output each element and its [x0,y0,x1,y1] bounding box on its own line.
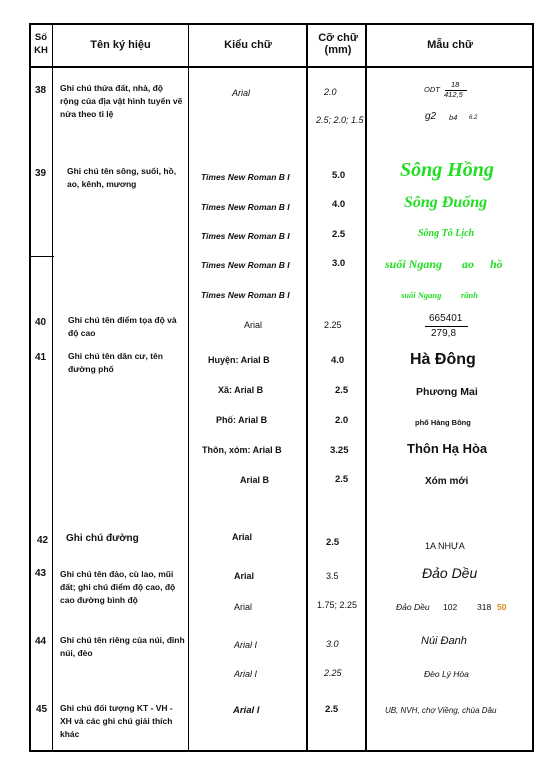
row-41-size-5: 2.5 [335,474,349,485]
row-39-sample-3: Sông Tô Lịch [418,228,475,239]
row-39-size-4: 3.0 [332,258,346,269]
row-44-size-2: 2.25 [324,668,342,678]
row-39-size-2: 4.0 [332,199,346,210]
row-44-size-1: 3.0 [326,639,339,649]
row-41-sample-2: Phương Mai [416,386,478,398]
header-name: Tên ký hiệu [90,39,151,51]
row-39-sample-1: Sông Hồng [400,159,494,181]
header-size: Cỡ chữ (mm) [318,32,358,56]
row-38-size-2: 2.5; 2.0; 1.5 [316,115,364,125]
row-44-sample-1: Núi Đanh [421,635,467,647]
row-42-size: 2.5 [326,537,340,548]
row-39-sample-5a: suối Ngang [401,290,442,300]
row-42-number: 42 [37,535,49,546]
row-39-font-1: Times New Roman B I [201,172,290,182]
row-45-name: Ghi chú đối tượng KT - VH - XH và các ghi chú giải thích khác [60,703,173,739]
row-41-font-5: Arial B [240,475,270,485]
row-41-sample-1: Hà Đông [410,351,476,368]
row-42-name: Ghi chú đường [66,533,139,544]
row-41-size-1: 4.0 [331,355,345,366]
row-43-size-2: 1.75; 2.25 [317,600,358,610]
row-41-font-4: Thôn, xóm: Arial B [202,445,282,455]
row-40-fraction-bar [425,326,468,327]
row-38-size-1: 2.0 [324,87,337,97]
row-39-font-5: Times New Roman B I [201,290,290,300]
row-42-font: Arial [232,532,253,542]
column-divider-1 [52,23,53,752]
row-40-name: Ghi chú tên điểm tọa độ và độ cao [68,315,177,338]
row-43-name: Ghi chú tên đảo, cù lao, mũi đất; ghi chú điểm độ cao, độ cao đường bình độ [60,569,176,605]
row-38-sample-62: 6.2 [469,115,478,121]
row-42-sample: 1A NHỰA [425,541,465,551]
row-divider-39-40 [29,256,54,257]
row-39-font-2: Times New Roman B I [201,202,290,212]
header-font: Kiểu chữ [224,39,272,51]
column-divider-2 [188,23,189,752]
row-38-sample-g2: g2 [425,111,437,122]
row-39-sample-4c: hồ [490,257,503,271]
row-40-sample-top: 665401 [429,313,463,324]
row-41-font-3: Phố: Arial B [216,415,268,425]
row-45-size: 2.5 [325,704,339,715]
row-44-font-2: Arial I [234,669,258,679]
column-divider-4 [365,23,367,752]
row-40-font: Arial [244,320,263,330]
row-43-sample-2c: 318 [477,602,492,612]
row-44-font-1: Arial I [234,640,258,650]
table-border-top [29,23,534,25]
table-border-bottom [29,750,534,752]
column-divider-3 [306,23,308,752]
row-41-font-2: Xã: Arial B [218,385,264,395]
row-41-size-2: 2.5 [335,385,349,396]
header-divider [29,66,534,68]
row-43-sample-1: Đảo Dều [422,565,478,581]
row-39-number: 39 [35,168,47,179]
row-44-sample-2: Đèo Lý Hòa [424,669,469,679]
row-39-sample-5b: rãnh [461,290,479,300]
row-43-font-1: Arial [234,571,255,581]
row-38-name: Ghi chú thửa đất, nhà, độ rộng của địa vật hình tuyến vẽ nửa theo tỉ lệ [60,83,183,119]
header-sample: Mẫu chữ [427,39,473,51]
row-40-number: 40 [35,317,47,328]
row-39-sample-2: Sông Đuống [404,194,488,211]
row-44-number: 44 [35,636,47,647]
row-41-name: Ghi chú tên dân cư, tên đường phố [68,351,163,374]
row-41-sample-4: Thôn Hạ Hòa [407,441,488,456]
row-45-sample: UB, NVH, chợ Viềng, chùa Dâu [385,706,497,715]
row-38-sample-odt: ODT [424,85,440,94]
row-39-name: Ghi chú tên sông, suối, hồ, ao, kênh, mương [67,166,177,189]
row-44-name: Ghi chú tên riêng của núi, đỉnh núi, đèo [60,635,185,658]
row-43-font-2: Arial [234,602,253,612]
row-38-sample-frac-bottom: 412,5 [444,90,463,99]
row-41-font-1: Huyện: Arial B [208,355,270,365]
row-38-font: Arial [232,88,251,98]
row-43-number: 43 [35,568,47,579]
row-41-size-3: 2.0 [335,415,349,426]
header-number: Số KH [34,32,48,56]
row-39-sample-4b: ao [462,257,474,271]
row-41-number: 41 [35,352,47,363]
row-43-size-1: 3.5 [326,571,339,581]
row-38-sample-b4: b4 [449,113,458,122]
row-39-font-4: Times New Roman B I [201,260,290,270]
row-39-sample-4a: suối Ngang [385,257,443,271]
row-39-size-1: 5.0 [332,170,346,181]
row-41-sample-5: Xóm mới [425,476,469,487]
row-39-font-3: Times New Roman B I [201,231,290,241]
row-43-sample-2d: 50 [497,602,507,612]
row-43-sample-2b: 102 [443,602,458,612]
row-41-size-4: 3.25 [330,445,349,456]
row-45-number: 45 [36,704,48,715]
row-43-sample-2a: Đảo Dều [396,602,430,612]
row-41-sample-3: phố Hàng Bông [415,418,471,427]
row-45-font: Arial I [233,705,260,716]
table-border-right [532,23,534,752]
row-39-size-3: 2.5 [332,229,346,240]
table-border-left [29,23,31,752]
row-40-size: 2.25 [324,320,342,330]
row-40-sample-bottom: 279,8 [431,328,457,339]
row-38-number: 38 [35,85,47,96]
row-38-sample-frac-top: 18 [451,80,460,89]
